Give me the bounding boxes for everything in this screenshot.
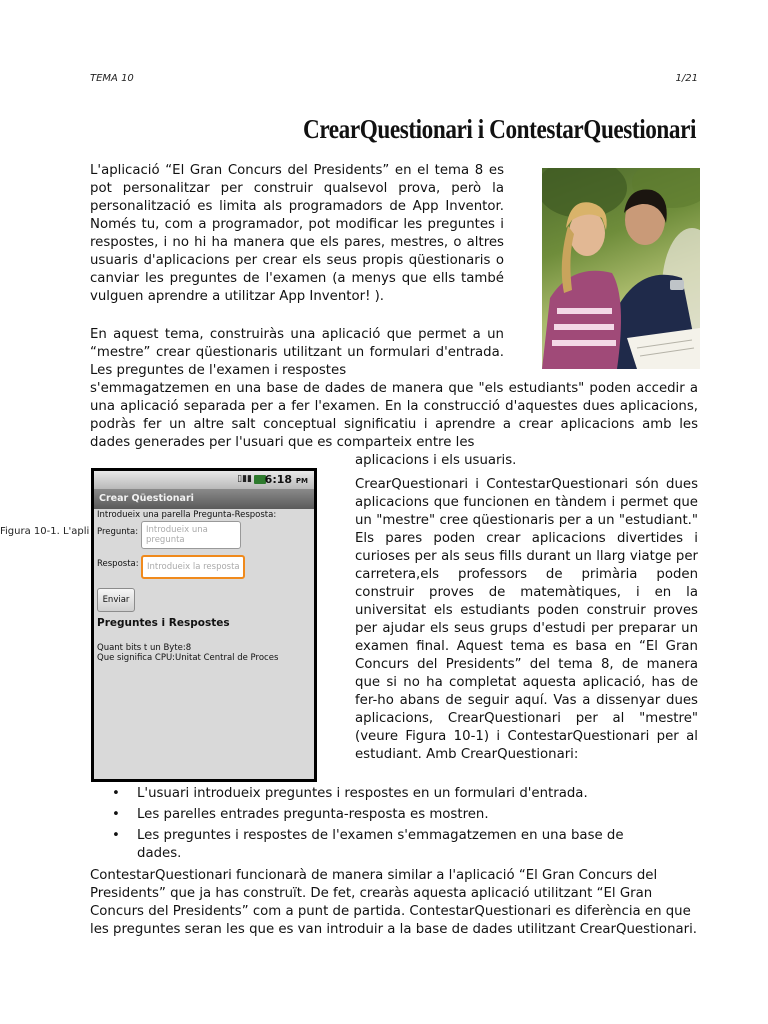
page-number: 1/21	[675, 73, 698, 84]
figure-caption: Figura 10-1. L'apli	[0, 526, 90, 537]
feature-list	[110, 785, 670, 866]
apps-description-paragraph: CrearQuestionari i ContestarQuestionari són dues aplicacions que funcionen en tàndem i permet que un "mestre" cree qüestionaris per a un "estudiant." Els pares poden crear aplicacions divertides i curioses per als seus fills durant un llarg viatge per carretera,els professors de primària poden construir proves de matemàtiques, i en la universitat els estudiants poden construir proves per ajudar els seus grups d'estudi per preparar un examen final. Aquest tema es basa en “El Gran Concurs del Presidents” del tema 8, de manera que si no ha completat aquesta aplicació, has de fer-ho abans de seguir aquí. Vas a dissenyar dues aplicacions, CrearQuestionari per al "mestre" (veure Figura 10-1) i ContestarQuestionari per al estudiant. Amb CrearQuestionari:	[355, 477, 698, 762]
bullet-icon: •	[112, 828, 120, 843]
topic-paragraph-middle: s'emmagatzemen en una base de dades de manera que "els estudiants" poden accedir a una aplicació separada per a fer l'examen. En la construcció d'aquestes dues aplicacions, podràs fer un altre salt conceptual significatiu i aprendre a crear aplicacions amb les dades generades per l'usuari que es comparteix entre les	[90, 381, 698, 450]
students-illustration	[542, 168, 700, 369]
phone-screen	[94, 471, 314, 779]
signal-icon: ▯▮▮	[237, 474, 252, 484]
status-time: 6:18 PM	[264, 473, 308, 486]
question-input[interactable]: Introdueix una pregunta	[141, 521, 241, 549]
answer-input[interactable]: Introdueix la resposta	[141, 555, 245, 579]
list-item: • Les parelles entrades pregunta-resposta es mostren.	[112, 807, 489, 822]
status-bar	[94, 471, 314, 489]
phone-screenshot	[91, 468, 317, 782]
form-instructions: Introdueix una parella Pregunta-Resposta:	[97, 510, 277, 520]
qa-list-item: Quant bits t un Byte:8	[97, 643, 192, 653]
document-title: CrearQuestionari i ContestarQuestionari	[303, 114, 696, 144]
topic-paragraph-end: aplicacions i els usuaris.	[355, 453, 517, 468]
app-title-bar: Crear Qüestionari	[94, 489, 314, 509]
question-label: Pregunta:	[97, 527, 139, 537]
send-button[interactable]: Enviar	[97, 588, 135, 612]
bullet-icon: •	[112, 807, 120, 822]
list-item: • L'usuari introdueix preguntes i respostes en un formulari d'entrada.	[112, 786, 588, 801]
bullet-icon: •	[112, 786, 120, 801]
page-header-chapter: TEMA 10	[90, 73, 134, 84]
topic-paragraph-start: En aquest tema, construiràs una aplicació que permet a un “mestre” crear qüestionaris utilitzant un formulari d'entrada. Les preguntes de l'examen i respostes	[90, 327, 504, 378]
qa-list-item: Que significa CPU:Unitat Central de Proces	[97, 653, 279, 663]
intro-paragraph: L'aplicació “El Gran Concurs del Presidents” en el tema 8 es pot personalitzar per construir qualsevol prova, però la personalització es limita als programadors de App Inventor. Només tu, com a programador, pot modificar les preguntes i respostes, i no hi ha manera que els pares, mestres, o altres usuaris d'aplicacions per crear els seus propis qüestionaris o canviar les preguntes de l'examen (a menys que ells també vulguen aprendre a utilitzar App Inventor! ).	[90, 163, 504, 304]
students-photo	[542, 168, 700, 369]
answer-label: Resposta:	[97, 559, 139, 569]
qa-list-heading: Preguntes i Respostes	[97, 617, 230, 629]
list-item: • Les preguntes i respostes de l'examen s'emmagatzemen en una base de dades.	[112, 828, 624, 861]
closing-paragraph: ContestarQuestionari funcionarà de manera similar a l'aplicació “El Gran Concurs del Presidents” que ja has construït. De fet, crearàs aquesta aplicació utilitzant “El Gran Concurs del Presidents” com a punt de partida. ContestarQuestionari es diferència en que les preguntes seran les que es van introduir a la base de dades utilitzant CrearQuestionari.	[90, 868, 698, 937]
